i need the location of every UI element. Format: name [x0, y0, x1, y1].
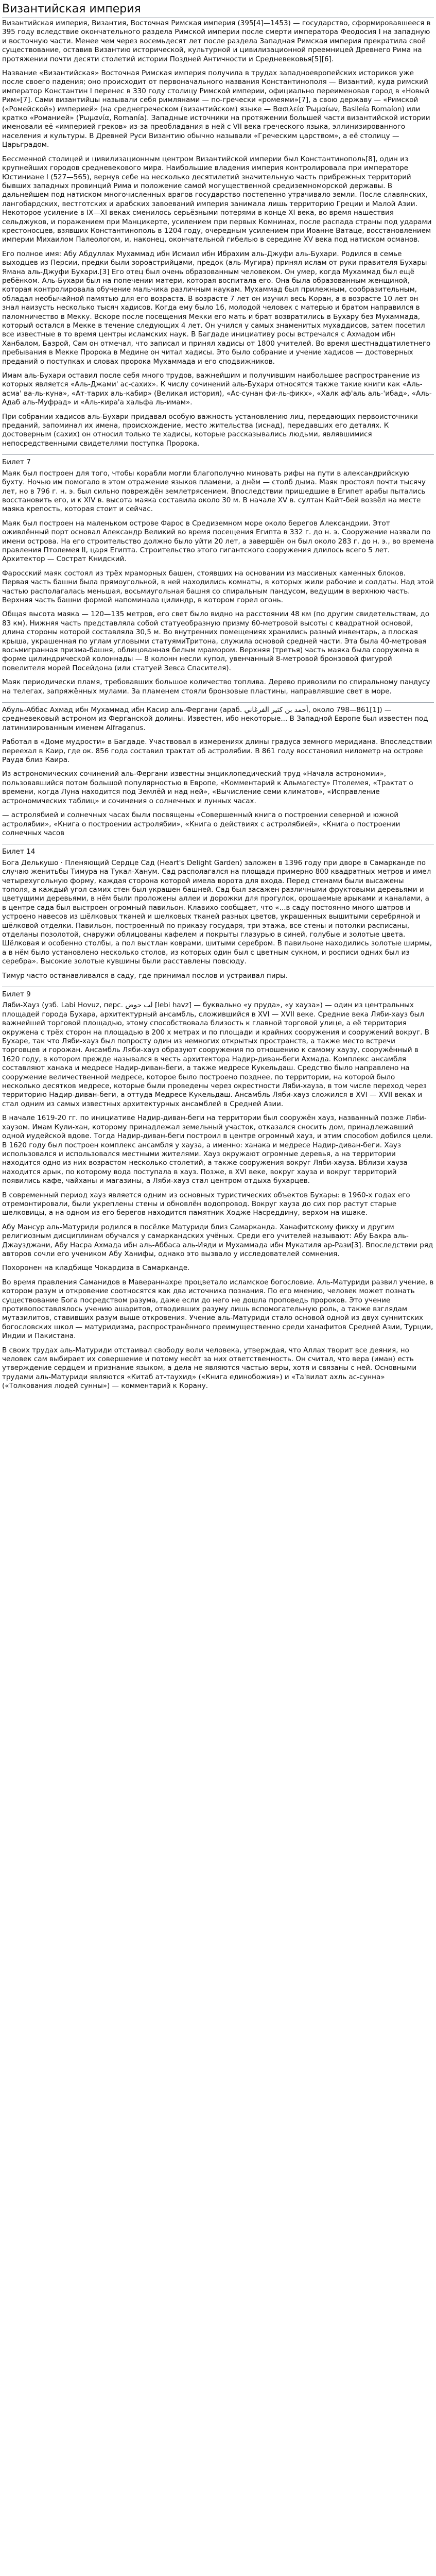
paragraph: Абу Мансур аль-Матуриди родился в посёлке Матуриди близ Самарканда. Ханафитскому фикху и другим религиозным дисциплинам обучался у самаркандских учёных. Среди его учителей называют: Абу Бакра аль-Джаузджани, Абу Насра Ахмада ибн аль-Аббаса аль-Ияди и Мухаммада ибн Мукатиля ар-Рази[3]. Впоследствии ряд авторов сочли его учеником Абу Ханифы, однако это вызвало у исследователей сомнения.	[2, 1223, 433, 1258]
paragraph: Имам аль-Бухари оставил после себя много трудов, важнейшим и получившим наибольшее распространение из которых является «Аль-Джами' ас-сахих». К числу сочинений аль-Бухари относятся также такие книги как «Аль-асма' ва-ль-куна», «Ат-тарих аль-кабир» (Великая история), «Ас-сунан фи-ль-фикх», «Халк аф'аль аль-'ибад», «Аль-Адаб аль-Муфрад» и «Аль-кира'а хальфа ль-имам».	[2, 371, 432, 407]
ticket-label: Билет 9	[2, 990, 31, 998]
astronomer-section	[2, 706, 434, 838]
document-page	[0, 2, 436, 1391]
page-title: Византийская империя	[2, 2, 434, 18]
ticket-9-section	[2, 990, 434, 1218]
paragraph: Работал в «Доме мудрости» в Багдаде. Участвовал в измерениях длины градуса земного меридиана. Впоследствии переехал в Каир, где ок. 856 года составил трактат об астролябии. В 861 году восстановил нилометр на острове Рауда близ Каира.	[2, 738, 432, 765]
paragraph: Общая высота маяка — 120—135 метров, его свет было видно на расстоянии 48 км (по другим свидетельствам, до 83 км). Нижняя часть представляла собой статуеобразную призму 60-метровой высоты с квадратной основой, длина стороны которой составляла 30,5 м. Во внутренних помещениях хранились разный инвентарь, а плоская крыша, украшенная по углам угловыми статуямиТритона, служила основой средней части. Эта была 40-метровая восьмигранная призма-башня, облицованная белым мрамором. Верхняя (третья) часть маяка была сооружена в форме цилиндрической колоннады — 8 колонн несли купол, увенчанный 8-метровой бронзовой фигурой повелителя морей Посейдона (или статуей Зевса Спасителя).	[2, 610, 429, 672]
paragraph: При собрании хадисов аль-Бухари придавал особую важность установлению лиц, передающих первоисточники преданий, запоминал их имена, происхождение, место жительства (иснад), передавших его деталях. К достоверным (сахих) он относил только те хадисы, которые рассказывались людьми, являвшимися непосредственными свидетелями поступка Пророка.	[2, 412, 418, 448]
paragraph: Византийская империя, Византия, Восточная Римская империя (395[4]—1453) — государство, сформировавшееся в 395 году вследствие окончательного раздела Римской империи после смерти императора Феодосия I на западную и восточную части. Менее чем через восемьдесят лет после раздела Западная Римская империя прекратила своё существование, оставив Византию исторической, культурной и цивилизационной преемницей Древнего Рима на протяжении почти десяти столетий истории Поздней Античности и Средневековья[5][6].	[2, 19, 431, 63]
section-divider	[2, 454, 434, 455]
paragraph: Маяк был построен на маленьком острове Фарос в Средиземном море около берегов Александрии. Этот оживлённый порт основал Александр Великий во время посещения Египта в 332 г. до н. э. Сооружение назвали по имени острова. На его строительство должно было уйти 20 лет, а завершён он был около 283 г. до н. э., во времена правления Птолемея II, царя Египта. Строительство этого гигантского сооружения длилось всего 5 лет. Архитектор — Сострат Книдский.	[2, 519, 434, 564]
ticket-label: Билет 14	[2, 848, 36, 856]
ticket-7-section	[2, 458, 434, 696]
paragraph: Название «Византийская» Восточная Римская империя получила в трудах западноевропейских историков уже после своего падения; оно происходит от первоначального названия Константинополя — Византий, куда римский император Константин I перенес в 330 году столицу Римской империи, официально переименовав город в «Новый Рим»[7]. Сами византийцы называли себя римлянами — по-гречески «ромеями»[7], а свою державу — «Римской («Ромейской») империей» (на среднегреческом (византийском) языке — Βασιλεία Ῥωμαίων, Basileía Romaíon) или кратко «Романией» (Ῥωμανία, Romanía). Западные источники на протяжении большей части византийской истории именовали её «империей греков» из-за преобладания в ней с VII века греческого языка, эллинизированного населения и культуры. В Древней Руси Византию обычно называли «Греческим царством», а её столицу — Царьградом.	[2, 69, 430, 149]
paragraph: Фаросский маяк состоял из трёх мраморных башен, стоявших на основании из массивных каменных блоков. Первая часть башни была прямоугольной, в ней находились комнаты, в которых жили рабочие и солдаты. Над этой частью располагалась меньшая, восьмиугольная башня со спиральным пандусом, ведущим в верхнюю часть. Верхняя часть башни формой напоминала цилиндр, в котором горел огонь.	[2, 569, 434, 604]
paragraph: — астролябией и солнечных часах были посвящены «Совершенный книга о построении северной и южной астролябии», «Книга о построении астролябии», «Книга о действиях с астролябией», «Книга о построении солнечных часов	[2, 811, 400, 837]
paragraph: Маяк периодически пламя, требовавших большое количество топлива. Дерево привозили по спиральному пандусу на телегах, запряжённых мулами. За пламенем стояли бронзовые пластины, направлявшие свет в море.	[2, 678, 430, 696]
ticket-label: Билет 7	[2, 458, 31, 467]
paragraph: Тимур часто останавливался в саду, где принимал послов и устраивал пиры.	[2, 971, 288, 980]
paragraph: В своих трудах аль-Матуриди отстаивал свободу воли человека, утверждая, что Аллах творит все деяния, но человек сам выбирает их совершение и потому несёт за них ответственность. Он считал, что вера (иман) есть утверждение сердцем и признание языком, а дела не являются частью веры, хотя и связаны с ней. Основными трудами аль-Матуриди являются «Китаб ат-таухид» («Книга единобожия») и «Та'вилат ахль ас-сунна» («Толкования людей сунны») — комментарий к Корану.	[2, 1346, 417, 1391]
paragraph: Бессменной столицей и цивилизационным центром Византийской империи был Константинополь[8], один из крупнейших городов средневекового мира. Наибольшие владения империя контролировала при императоре Юстиниане I (527—565), вернув себе на несколько десятилетий значительную часть прибрежных территорий бывших западных провинций Рима и положение самой могущественной средиземноморской державы. В дальнейшем под натиском многочисленных врагов государство постепенно утрачивало земли. После славянских, лангобардских, вестготских и арабских завоеваний империя занимала лишь территорию Греции и Малой Азии. Некоторое усиление в IX—XI веках сменилось серьёзными потерями в конце XI века, во время нашествия сельджуков, и поражением при Манцикерте, усилением при первых Комнинах, после распада страны под ударами крестоносцев, взявших Константинополь в 1204 году, очередным усилением при Иоанне Ватаце, восстановлением империи Михаилом Палеологом, и, наконец, окончательной гибелью в середине XV века под натиском османов.	[2, 155, 432, 244]
paragraph: Похоронен на кладбище Чокардиза в Самарканде.	[2, 1264, 190, 1273]
paragraph: В современный период хауз является одним из основных туристических объектов Бухары: в 1960-х годах его отремонтировали, были укреплены стены и обновлён водопровод. Вокруг хауза до сих пор растут старые шелковицы, а на одном из его берегов находится памятник Ходже Насреддину, верхом на ишаке.	[2, 1191, 410, 1217]
paragraph: Из астрономических сочинений аль-Фергани известны энциклопедический труд «Начала астрономии», пользовавшийся потом большой популярностью в Европе, «Комментарий к Альмагесту» Птолемея, «Трактат о времени, когда Луна находится под Землёй и над ней», «Вычисление семи климатов», «Исправление астрономических таблиц» и сочинения о солнечных и лунных часах.	[2, 770, 413, 805]
paragraph: Его полное имя: Абу Абдуллах Мухаммад ибн Исмаил ибн Ибрахим аль-Джуфи аль-Бухари. Родился в семье выходцев из Персии, предки были зороастрийцами, предок (аль-Мугира) принял ислам от руки правителя Бухары Ямана аль-Джуфи Бухари.[3] Его отец был очень образованным человеком. Он умер, когда Мухаммад был ещё ребёнком. Аль-Бухари был на попечении матери, которая воспитала его. Она была образованным женщиной, которая контролировала обучение мальчика различным наукам. Мухаммад был прилежным, сообразительным, обладал необычайной памятью для его возраста. В возрасте 7 лет он изучил весь Коран, а в возрасте 10 лет он знал наизусть несколько тысяч хадисов. Когда ему было 16, молодой человек с матерью и братом направился в паломничество в Мекку. Вскоре после посещения Мекки его мать и брат возвратились в Бухару без Мухаммада, который остался в Мекке в течение следующих 4 лет. Он учился у самых знаменитых мухаддисов, затем посетил все известные в то время центры исламских наук. В Багдаде инициативу росы встречался с Ахмадом ибн Ханбалом, Базрой, Сам он отмечал, что записал и принял хадисы от 1800 учителей. Во время шестнадцатилетнего пребывания в Мекке Пророка в Медине он читал хадисы. Это было собрание и учение хадисов — достоверных преданий о поступках и словах пророка Мухаммада и его сподвижников.	[2, 249, 431, 366]
paragraph: Во время правления Саманидов в Мавераннахре процветало исламское богословие. Аль-Матуриди развил учение, в котором разум и откровение соотносятся как два источника познания. По его мнению, человек может познать существование Бога посредством разума, даже если до него не дошла проповедь пророков. Это учение противопоставлялось учению ашаритов, отводивших разуму лишь вспомогательную роль, а также взглядам мутазилитов, ставивших разум выше откровения. Учение аль-Матуриди стало основой одной из двух суннитских богословских школ — матуридизма, распространённого преимущественно среди ханафитов Средней Азии, Турции, Индии и Пакистана.	[2, 1278, 434, 1341]
paragraph: Бога Делькушо · Пленяющий Сердце Сад (Heart's Delight Garden) заложен в 1396 году при дворе в Самарканде по случаю женитьбы Тимура на Тукал-Ханум. Сад располагался на площади примерно 800 квадратных метров и имел четырехугольную форму, каждая сторона которой имела ворота для входа. Перед стенами были высажены тополя, а каждый угол самих стен был украшен башней. Сад был засажен различными фруктовыми деревьями и цветущими деревьями, в нём были проложены аллеи и дорожки для прогулок, орошаемые арыками и каналами, а в центре сада был выстроен огромный павильон. Клавихо сообщает, что «...в саду постоянно много шатров и устроено навесов из шёлковых тканей и шелковых тканей разных цветов, украшенных вышитыми серебряной и шёлковой отделки. Павильон, построенный по приказу государя, три этажа, все стены и потолки расписаны, отделаны позолотой, снаружи облицованы кафелем и покрыты глазурью в синей, голубые и золотые цвета. Шёлковая и особенно столбы, а пол выстлан коврами, шитыми серебром. В павильоне находились золотые ширмы, а в нём было установлено несколько столов, из которых один был с цветным сукном, и росписи одних был из серебра». Высокие золотые кувшины были расставлены повсюду.	[2, 858, 432, 966]
paragraph: В начале 1619-20 гг. по инициативе Надир-диван-беги на территории был сооружён хауз, названный позже Ляби-хаузом. Имам Кули-хан, которому принадлежал земельный участок, отказался сносить дом, принадлежавший одной иудейской вдове. Тогда Надир-диван-беги построил в центре огромный хауз, и этим способом добился цели. В 1620 году был построен комплекс ансамбля у хауза, а именно: ханака и медресе Надир-диван-беги. Хауз использовался и использовался местными жителями. Хауз окружают огромные деревья, а на территории находится одно из них возрастом несколько столетий, а также сооружения вокруг Ляби-хауза. Вблизи хауза находится арык, по которому вода поступала в хауз. Позже, в XVI веке, вокруг хауза и вокруг территорий появились кафе, чайханы и магазины, а Ляби-хауз стал центром отдыха бухарцев.	[2, 1114, 433, 1185]
paragraph: Абуль-Аббас Ахмад ибн Мухаммад ибн Касир аль-Фергани (араб. أحمد بن كثير الفرغاني, около 798—861[1]) — средневековый астроном из Ферганской долины. Известен, ибо некоторые... В Западной Европе был известен под латинизированным именем Alfraganus.	[2, 706, 428, 732]
hadith-section	[2, 250, 434, 449]
section-divider	[2, 702, 434, 703]
byzantium-section	[2, 19, 434, 245]
paragraph: Ляби-Хауз (узб. Labi Hovuz, перс. لب حوض [lebi havz] — буквально «у пруда», «у хауза») — один из центральных площадей города Бухара, архитектурный ансамбль, сложившийся в XVI — XVII веке. Средние века Ляби-хауз был важнейшей торговой площадью, этому способствовала близость к главной торговой улице, а её территория окружена с трёх сторон на площадью в 200 х метрах и по площади и крайних сооружения и сооружений вокруг. В Бухаре, так что Ляби-хауз был попросту один из немногих открытых пространств, а также место встречи торговцев и горожан. Ансамбль Ляби-хауз образуют сооружения по отношению к самому хаузу, сооружённый в 1620 году, в котором прежде назывался в честь архитектора Надир-диван-беги Ахмада. Комплекс ансамбля составляют ханака и медресе Надир-диван-беги, а также медресе Кукельдаш. Средство было направлено на сооружение величественной медресе, которое было построено позднее, по территории, на которой было несколько десятков медресе, которые были проведены через окрестности Ляби-хауза, в том числе переход через территорию Надир-диван-беги, а оттуда Медресе Кукельдаш. Ансамбль Ляби-хауз сложился в XVI — XVII веках и стал одним из самых известных архитектурных ансамблей в Средней Азии.	[2, 1001, 429, 1108]
ticket-14-section	[2, 848, 434, 980]
paragraph: Маяк был построен для того, чтобы корабли могли благополучно миновать рифы на пути в александрийскую бухту. Ночью им помогало в этом отражение языков пламени, а днём — столб дыма. Маяк простоял почти тысячу лет, но в 796 г. н. э. был сильно повреждён землетрясением. Впоследствии пришедшие в Египет арабы пытались восстановить его, и к XIV в. высота маяка составила около 30 м. В начале XV в. султан Кайт-бей возвёл на месте маяка крепость, которая стоит и сейчас.	[2, 469, 426, 514]
maturidi-section	[2, 1223, 434, 1391]
